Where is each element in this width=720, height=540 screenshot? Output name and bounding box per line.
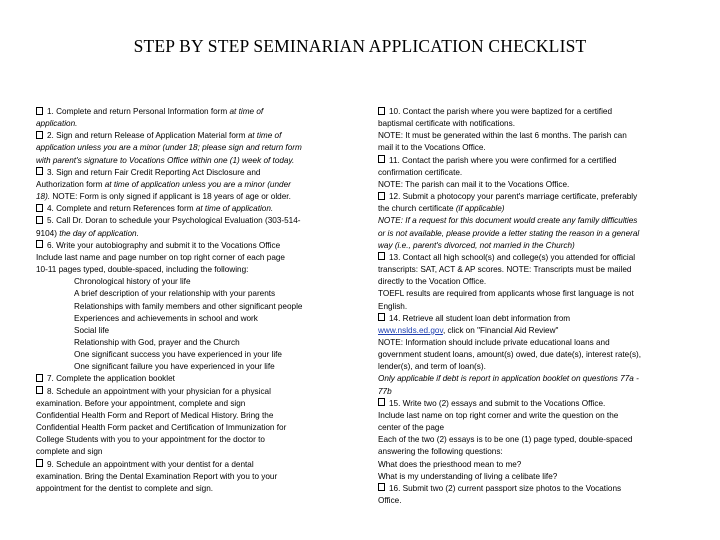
checklist-line	[378, 398, 670, 410]
checkbox-icon[interactable]	[378, 155, 385, 163]
italic-text: application.	[36, 119, 78, 129]
line-text: 2. Sign and return Release of Application Material form	[47, 131, 248, 141]
line-text: College Students with you to your appointment for the doctor to	[36, 435, 265, 445]
checkbox-icon[interactable]	[36, 167, 43, 175]
checkbox-icon[interactable]	[36, 216, 43, 224]
checklist-line	[36, 288, 336, 300]
line-text: What does the priesthood mean to me?	[378, 459, 522, 469]
checklist-line	[378, 276, 670, 288]
checklist-line	[378, 106, 670, 118]
line-text: 9. Schedule an appointment with your dentist for a dental	[47, 459, 254, 469]
line-text: mail it to the Vocations Office.	[378, 143, 486, 153]
checklist-line	[36, 373, 336, 385]
line-text: 3. Sign and return Fair Credit Reporting Act Disclosure and	[47, 167, 261, 177]
line-text: examination. Before your appointment, complete and sign	[36, 398, 246, 408]
checklist-line	[378, 288, 670, 300]
checklist-line	[36, 215, 336, 227]
checklist-line	[378, 325, 670, 337]
line-text: A brief description of your relationship with your parents	[74, 289, 276, 299]
italic-text: NOTE: If a request for this document would create any family difficulties	[378, 216, 638, 226]
checklist-line	[36, 106, 336, 118]
checklist-line	[378, 167, 670, 179]
line-text: Include last name on top right corner and write the question on the	[378, 410, 619, 420]
line-text: English.	[378, 301, 408, 311]
line-text: baptismal certificate with notifications.	[378, 119, 515, 129]
line-text: complete and sign	[36, 447, 103, 457]
line-text: NOTE: Form is only signed if applicant is 18 years of age or older.	[50, 192, 291, 202]
checklist-line	[36, 422, 336, 434]
checkbox-icon[interactable]	[378, 107, 385, 115]
line-text: 8. Schedule an appointment with your physician for a physical	[47, 386, 271, 396]
checklist-line	[36, 349, 336, 361]
line-text: 15. Write two (2) essays and submit to the Vocations Office.	[389, 398, 606, 408]
checkbox-icon[interactable]	[36, 131, 43, 139]
line-text: TOEFL results are required from applicants whose first language is not	[378, 289, 634, 299]
checklist-line	[378, 349, 670, 361]
line-text: 14. Retrieve all student loan debt information from	[389, 313, 571, 323]
checklist-line	[378, 337, 670, 349]
line-text: Chronological history of your life	[74, 277, 191, 287]
line-text: government student loans, amount(s) owed, due date(s), interest rate(s),	[378, 350, 642, 360]
left-checklist-column	[36, 106, 336, 495]
checklist-line	[378, 495, 670, 507]
line-text: Social life	[74, 325, 110, 335]
checklist-line	[36, 386, 336, 398]
checkbox-icon[interactable]	[378, 252, 385, 260]
checklist-line	[378, 459, 670, 471]
italic-text: at time of application.	[195, 204, 274, 214]
line-text: 12. Submit a photocopy your parent's marriage certificate, preferably	[389, 192, 638, 202]
line-text: lender(s), and term of loan(s).	[378, 362, 486, 372]
line-text: 10. Contact the parish where you were baptized for a certified	[389, 107, 613, 116]
checklist-line	[36, 118, 336, 130]
line-text: One significant failure you have experienced in your life	[74, 362, 275, 372]
checkbox-icon[interactable]	[378, 398, 385, 406]
italic-text: at time of	[229, 107, 264, 116]
line-text: NOTE: Information should include private educational loans and	[378, 337, 610, 347]
checkbox-icon[interactable]	[36, 107, 43, 115]
checklist-line	[36, 313, 336, 325]
line-text: Relationships with family members and other significant people	[74, 301, 303, 311]
checkbox-icon[interactable]	[36, 386, 43, 394]
checkbox-icon[interactable]	[378, 483, 385, 491]
line-text: 10-11 pages typed, double-spaced, including the following:	[36, 265, 249, 275]
italic-text: at time of	[247, 131, 282, 141]
checklist-line	[36, 459, 336, 471]
line-text: NOTE: The parish can mail it to the Vocations Office.	[378, 179, 570, 189]
checklist-line	[378, 228, 670, 240]
italic-text: or is not available, please provide a letter stating the reason in a general	[378, 228, 640, 238]
italic-text: with parent's signature to Vocations Office within one (1) week of today.	[36, 155, 295, 165]
line-text: Office.	[378, 496, 402, 505]
italic-text: application unless you are a minor (under 18; please sign and return form	[36, 143, 302, 153]
line-text: 16. Submit two (2) current passport size photos to the Vocations	[389, 483, 622, 493]
checkbox-icon[interactable]	[36, 204, 43, 212]
italic-text: way (i.e., parent's divorced, not married in the Church)	[378, 240, 575, 250]
checklist-line	[378, 252, 670, 264]
checklist-line	[36, 155, 336, 167]
line-text: confirmation certificate.	[378, 167, 463, 177]
checklist-line	[36, 337, 336, 349]
checklist-line	[36, 167, 336, 179]
checklist-line	[36, 446, 336, 458]
checklist-line	[378, 240, 670, 252]
line-text: Confidential Health Form packet and Certification of Immunization for	[36, 423, 287, 433]
checklist-line	[36, 276, 336, 288]
checklist-line	[36, 130, 336, 142]
line-text: Include last name and page number on top right corner of each page	[36, 252, 285, 262]
italic-text: (if applicable)	[455, 204, 505, 214]
checklist-line	[378, 446, 670, 458]
checklist-line	[378, 471, 670, 483]
checklist-line	[378, 130, 670, 142]
line-text: center of the page	[378, 423, 445, 433]
line-text: 13. Contact all high school(s) and college(s) you attended for official	[389, 252, 636, 262]
checklist-line	[36, 228, 336, 240]
line-text: Each of the two (2) essays is to be one (1) page typed, double-spaced	[378, 435, 633, 445]
checklist-line	[36, 252, 336, 264]
line-text: directly to the Vocation Office.	[378, 277, 487, 287]
right-checklist-column	[378, 106, 670, 507]
checklist-line	[36, 410, 336, 422]
checklist-line	[378, 361, 670, 373]
checklist-line	[378, 483, 670, 495]
checklist-line	[36, 191, 336, 203]
checkbox-icon[interactable]	[378, 192, 385, 200]
line-text: the church certificate	[378, 204, 456, 214]
checklist-line	[378, 155, 670, 167]
checklist-line	[378, 118, 670, 130]
line-text: 5. Call Dr. Doran to schedule your Psychological Evaluation (303-514-	[47, 216, 301, 226]
checklist-line	[36, 142, 336, 154]
checklist-line	[36, 240, 336, 252]
line-text: What is my understanding of living a celibate life?	[378, 471, 558, 481]
checklist-line	[36, 434, 336, 446]
checklist-line	[36, 203, 336, 215]
checklist-line	[378, 422, 670, 434]
checklist-line	[378, 203, 670, 215]
line-text: 4. Complete and return References form	[47, 204, 196, 214]
line-text: answering the following questions:	[378, 447, 503, 457]
line-text: appointment for the dentist to complete and sign.	[36, 483, 214, 493]
line-text: , click on "Financial Aid Review"	[442, 325, 559, 335]
line-text: 1. Complete and return Personal Information form	[47, 107, 230, 116]
line-text: transcripts: SAT, ACT & AP scores. NOTE: Transcripts must be mailed	[378, 265, 632, 275]
line-text: NOTE: It must be generated within the last 6 months. The parish can	[378, 131, 627, 141]
checklist-line	[378, 373, 670, 385]
line-text: Relationship with God, prayer and the Church	[74, 337, 240, 347]
checklist-line	[378, 301, 670, 313]
nslds-link[interactable]: www.nslds.ed.gov	[378, 325, 443, 335]
checklist-line	[378, 179, 670, 191]
checklist-line	[378, 215, 670, 227]
checklist-line	[378, 191, 670, 203]
line-text: Experiences and achievements in school and work	[74, 313, 258, 323]
checklist-line	[36, 361, 336, 373]
checklist-line	[378, 386, 670, 398]
checkbox-icon[interactable]	[378, 313, 385, 321]
checklist-line	[36, 471, 336, 483]
checkbox-icon[interactable]	[36, 374, 43, 382]
italic-text: the day of application.	[59, 228, 139, 238]
checklist-line	[378, 264, 670, 276]
checklist-line	[378, 410, 670, 422]
checklist-line	[36, 398, 336, 410]
line-text: 6. Write your autobiography and submit it to the Vocations Office	[47, 240, 281, 250]
checklist-line	[378, 313, 670, 325]
checklist-line	[36, 325, 336, 337]
line-text: Confidential Health Form and Report of Medical History. Bring the	[36, 410, 274, 420]
checklist-line	[36, 483, 336, 495]
line-text: One significant success you have experienced in your life	[74, 350, 282, 360]
line-text: examination. Bring the Dental Examination Report with you to your	[36, 471, 278, 481]
page-title: STEP BY STEP SEMINARIAN APPLICATION CHECKLIST	[133, 36, 587, 56]
checkbox-icon[interactable]	[36, 459, 43, 467]
line-text: 7. Complete the application booklet	[47, 374, 175, 384]
italic-text: 77b	[378, 386, 392, 396]
line-text: 11. Contact the parish where you were confirmed for a certified	[389, 155, 617, 165]
checklist-line	[36, 179, 336, 191]
checklist-line	[36, 301, 336, 313]
checklist-line	[36, 264, 336, 276]
checklist-line	[378, 434, 670, 446]
line-text: 9104)	[36, 228, 60, 238]
italic-text: Only applicable if debt is report in application booklet on questions 77a -	[378, 374, 639, 384]
line-text: Authorization form	[36, 179, 105, 189]
checklist-line	[378, 142, 670, 154]
italic-text: 18).	[36, 192, 51, 202]
checkbox-icon[interactable]	[36, 240, 43, 248]
italic-text: at time of application unless you are a minor (under	[104, 179, 291, 189]
